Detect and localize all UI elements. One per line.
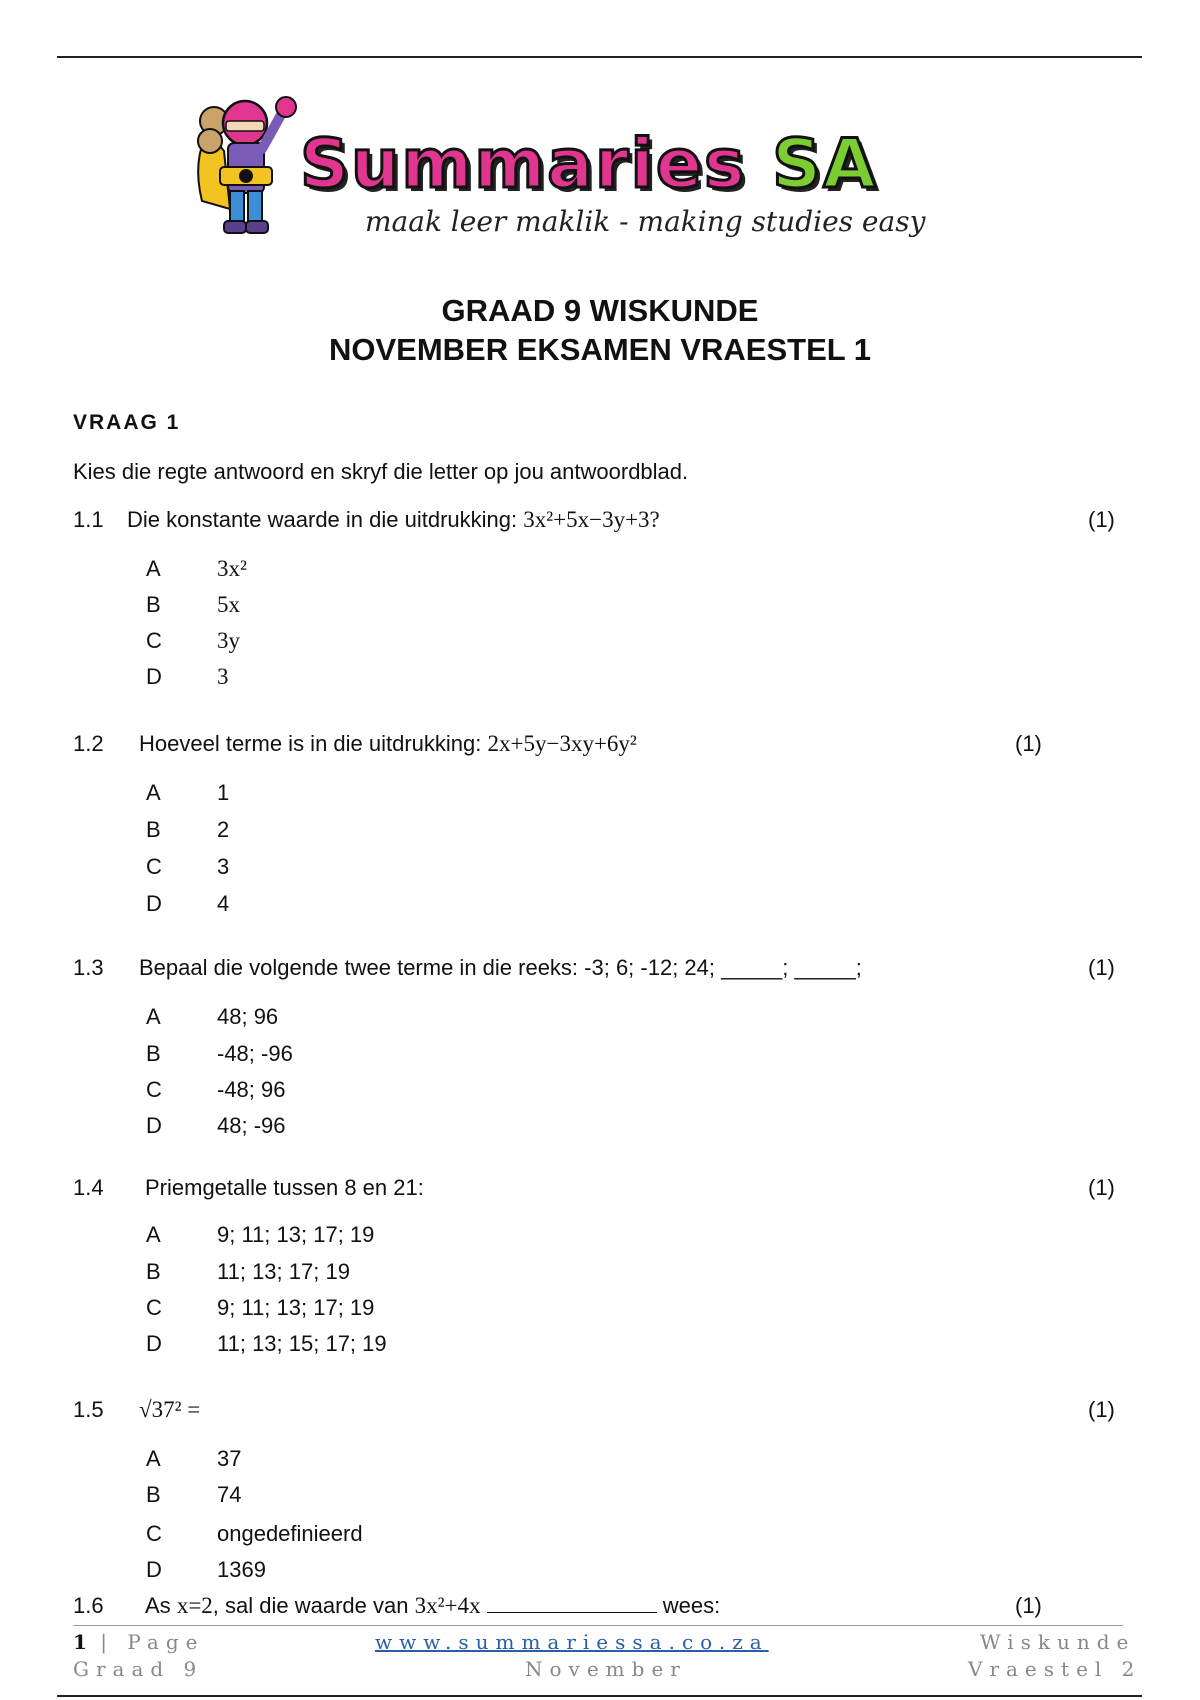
question-number: 1.3	[73, 955, 104, 980]
question-1-1	[73, 507, 660, 533]
question-text: Die konstante waarde in die uitdrukking: 3x²+5x−3y+3?	[127, 507, 660, 532]
question-1-3	[73, 955, 862, 981]
question-text: Hoeveel terme is in die uitdrukking: 2x+5y−3xy+6y²	[139, 731, 637, 756]
page-title: GRAAD 9 WISKUNDE	[441, 293, 759, 328]
footer-subject: Wiskunde	[980, 1630, 1136, 1654]
question-marks: (1)	[1015, 731, 1042, 756]
question-expression: 2x+5y−3xy+6y²	[487, 731, 637, 756]
footer-grade: Graad 9	[73, 1657, 204, 1681]
question-text: Priemgetalle tussen 8 en 21:	[145, 1175, 424, 1200]
question-marks: (1)	[1088, 955, 1115, 980]
superhero-mascot-icon	[190, 91, 310, 241]
question-number: 1.6	[73, 1593, 104, 1618]
question-text: As x=2, sal die waarde van 3x²+4x wees:	[145, 1593, 721, 1618]
instruction-text: Kies die regte antwoord en skryf die letter op jou antwoordblad.	[73, 459, 689, 484]
question-number: 1.4	[73, 1175, 104, 1200]
footer-month: November	[525, 1657, 687, 1681]
question-1-6	[73, 1593, 721, 1619]
question-number: 1.2	[73, 731, 104, 756]
footer-website-link[interactable]: www.summariessa.co.za	[375, 1630, 769, 1654]
question-number: 1.1	[73, 507, 104, 532]
section-heading: VRAAG 1	[73, 411, 181, 434]
question-expression: 3x²+5x−3y+3?	[523, 507, 660, 532]
bottom-rule	[57, 1695, 1142, 1697]
summaries-sa-logo	[190, 85, 1010, 245]
top-rule	[57, 56, 1142, 58]
question-marks: (1)	[1088, 1397, 1115, 1422]
answer-blank	[487, 1596, 657, 1613]
question-text: Bepaal die volgende twee terme in die reeks: -3; 6; -12; 24; _____; _____;	[139, 955, 862, 980]
footer-paper: Vraestel 2	[968, 1657, 1142, 1681]
question-1-2	[73, 731, 637, 757]
question-marks: (1)	[1088, 1175, 1115, 1200]
brand-tagline: maak leer maklik - making studies easy	[365, 205, 926, 238]
question-number: 1.5	[73, 1397, 104, 1422]
question-marks: (1)	[1015, 1593, 1042, 1618]
footer-page: 1 | Page	[73, 1630, 205, 1654]
question-1-5	[73, 1397, 201, 1423]
footer-rule	[73, 1625, 1123, 1626]
page-subtitle: NOVEMBER EKSAMEN VRAESTEL 1	[328, 332, 871, 367]
brand-sa: SA	[772, 125, 878, 204]
question-expression: 3x²+4x	[414, 1593, 481, 1618]
question-1-4	[73, 1175, 424, 1201]
question-expression: √37² =	[139, 1397, 201, 1422]
brand-name: Summaries	[300, 125, 747, 204]
question-marks: (1)	[1088, 507, 1115, 532]
brand-wordmark	[300, 125, 878, 204]
